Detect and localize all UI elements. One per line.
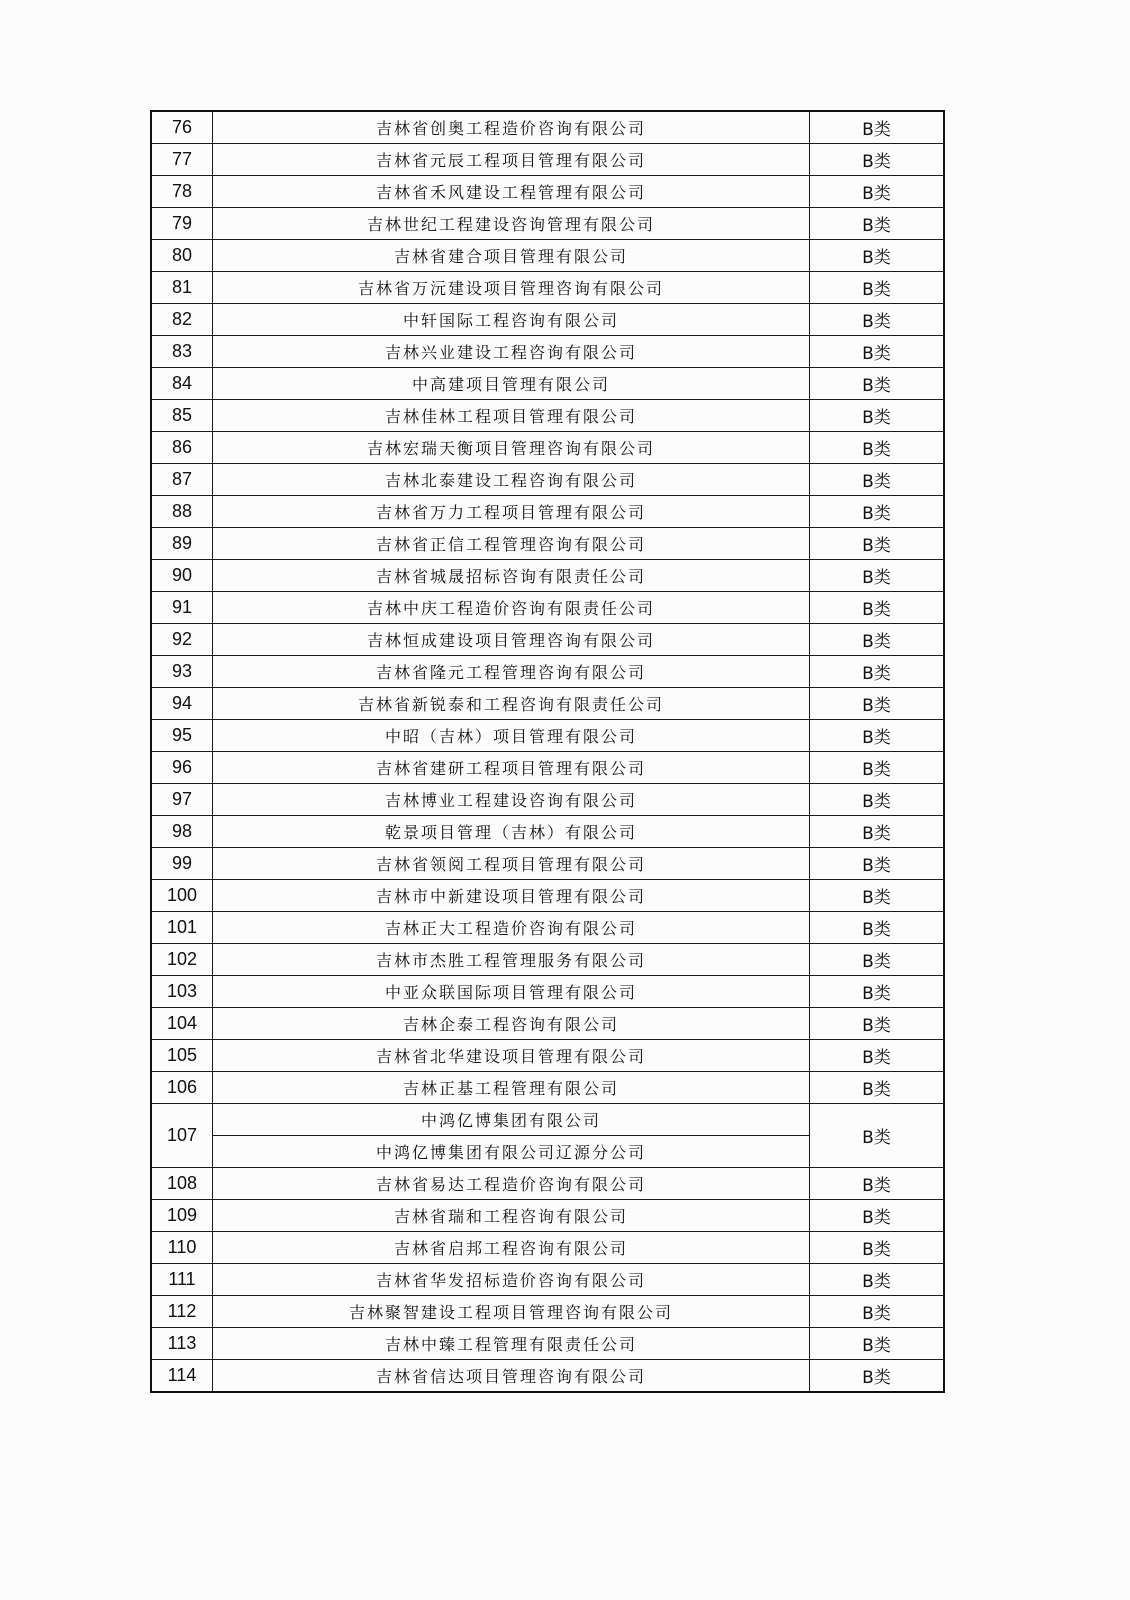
table-row bbox=[151, 304, 944, 336]
row-number: 78 bbox=[151, 176, 213, 208]
company-name: 中轩国际工程咨询有限公司 bbox=[213, 304, 810, 336]
category-cell: B类 bbox=[810, 464, 945, 496]
company-name: 乾景项目管理（吉林）有限公司 bbox=[213, 816, 810, 848]
company-name: 吉林省隆元工程管理咨询有限公司 bbox=[213, 656, 810, 688]
row-number: 82 bbox=[151, 304, 213, 336]
category-cell: B类 bbox=[810, 784, 945, 816]
company-name: 吉林市杰胜工程管理服务有限公司 bbox=[213, 944, 810, 976]
row-number: 83 bbox=[151, 336, 213, 368]
table-row bbox=[151, 1104, 944, 1136]
table-row bbox=[151, 1360, 944, 1393]
category-cell: B类 bbox=[810, 720, 945, 752]
category-cell: B类 bbox=[810, 624, 945, 656]
category-cell: B类 bbox=[810, 1264, 945, 1296]
category-cell: B类 bbox=[810, 432, 945, 464]
row-number: 103 bbox=[151, 976, 213, 1008]
row-number: 97 bbox=[151, 784, 213, 816]
category-cell: B类 bbox=[810, 1072, 945, 1104]
row-number: 80 bbox=[151, 240, 213, 272]
company-name: 中鸿亿博集团有限公司 bbox=[213, 1104, 810, 1136]
company-name: 吉林博业工程建设咨询有限公司 bbox=[213, 784, 810, 816]
company-name: 吉林省领阅工程项目管理有限公司 bbox=[213, 848, 810, 880]
table-row bbox=[151, 496, 944, 528]
table-row bbox=[151, 1200, 944, 1232]
table-row bbox=[151, 111, 944, 144]
category-cell: B类 bbox=[810, 1200, 945, 1232]
table-row bbox=[151, 464, 944, 496]
category-cell: B类 bbox=[810, 1168, 945, 1200]
table-row bbox=[151, 432, 944, 464]
company-name: 吉林聚智建设工程项目管理咨询有限公司 bbox=[213, 1296, 810, 1328]
company-name: 吉林正大工程造价咨询有限公司 bbox=[213, 912, 810, 944]
table-row bbox=[151, 272, 944, 304]
table-row bbox=[151, 1296, 944, 1328]
category-cell: B类 bbox=[810, 240, 945, 272]
row-number: 93 bbox=[151, 656, 213, 688]
table-row bbox=[151, 1328, 944, 1360]
category-cell: B类 bbox=[810, 816, 945, 848]
table-row bbox=[151, 784, 944, 816]
table-row bbox=[151, 400, 944, 432]
company-name: 吉林省信达项目管理咨询有限公司 bbox=[213, 1360, 810, 1393]
table-row bbox=[151, 848, 944, 880]
table-row bbox=[151, 208, 944, 240]
category-cell: B类 bbox=[810, 304, 945, 336]
table-row bbox=[151, 528, 944, 560]
row-number: 102 bbox=[151, 944, 213, 976]
company-name: 吉林省瑞和工程咨询有限公司 bbox=[213, 1200, 810, 1232]
table-row bbox=[151, 656, 944, 688]
row-number: 95 bbox=[151, 720, 213, 752]
row-number: 85 bbox=[151, 400, 213, 432]
row-number: 76 bbox=[151, 111, 213, 144]
company-name: 吉林省禾风建设工程管理有限公司 bbox=[213, 176, 810, 208]
category-cell: B类 bbox=[810, 336, 945, 368]
row-number: 87 bbox=[151, 464, 213, 496]
table-row bbox=[151, 592, 944, 624]
category-cell: B类 bbox=[810, 111, 945, 144]
row-number: 100 bbox=[151, 880, 213, 912]
company-name: 吉林佳林工程项目管理有限公司 bbox=[213, 400, 810, 432]
category-cell: B类 bbox=[810, 912, 945, 944]
company-name: 吉林兴业建设工程咨询有限公司 bbox=[213, 336, 810, 368]
company-name: 吉林市中新建设项目管理有限公司 bbox=[213, 880, 810, 912]
row-number: 92 bbox=[151, 624, 213, 656]
row-number: 98 bbox=[151, 816, 213, 848]
company-name: 吉林省万沅建设项目管理咨询有限公司 bbox=[213, 272, 810, 304]
category-cell: B类 bbox=[810, 1008, 945, 1040]
row-number: 84 bbox=[151, 368, 213, 400]
table-row bbox=[151, 688, 944, 720]
category-cell: B类 bbox=[810, 208, 945, 240]
row-number: 81 bbox=[151, 272, 213, 304]
row-number: 101 bbox=[151, 912, 213, 944]
category-cell: B类 bbox=[810, 944, 945, 976]
company-name: 吉林世纪工程建设咨询管理有限公司 bbox=[213, 208, 810, 240]
table-row bbox=[151, 336, 944, 368]
category-cell: B类 bbox=[810, 1328, 945, 1360]
category-cell: B类 bbox=[810, 400, 945, 432]
company-name: 中昭（吉林）项目管理有限公司 bbox=[213, 720, 810, 752]
row-number: 91 bbox=[151, 592, 213, 624]
table-row bbox=[151, 144, 944, 176]
table-row bbox=[151, 912, 944, 944]
category-cell: B类 bbox=[810, 1296, 945, 1328]
category-cell: B类 bbox=[810, 560, 945, 592]
row-number: 96 bbox=[151, 752, 213, 784]
company-name: 吉林省建研工程项目管理有限公司 bbox=[213, 752, 810, 784]
category-cell: B类 bbox=[810, 1360, 945, 1393]
category-cell: B类 bbox=[810, 656, 945, 688]
company-name: 吉林省万力工程项目管理有限公司 bbox=[213, 496, 810, 528]
company-name: 吉林省北华建设项目管理有限公司 bbox=[213, 1040, 810, 1072]
table-row bbox=[151, 1264, 944, 1296]
row-number: 111 bbox=[151, 1264, 213, 1296]
company-name: 吉林省华发招标造价咨询有限公司 bbox=[213, 1264, 810, 1296]
company-name: 吉林正基工程管理有限公司 bbox=[213, 1072, 810, 1104]
company-name: 中亚众联国际项目管理有限公司 bbox=[213, 976, 810, 1008]
category-cell: B类 bbox=[810, 976, 945, 1008]
table-row bbox=[151, 368, 944, 400]
row-number: 107 bbox=[151, 1104, 213, 1168]
table-row bbox=[151, 1072, 944, 1104]
company-name: 吉林中臻工程管理有限责任公司 bbox=[213, 1328, 810, 1360]
company-name: 吉林省启邦工程咨询有限公司 bbox=[213, 1232, 810, 1264]
row-number: 105 bbox=[151, 1040, 213, 1072]
table-row bbox=[151, 944, 944, 976]
table-row bbox=[151, 560, 944, 592]
row-number: 109 bbox=[151, 1200, 213, 1232]
company-name: 吉林恒成建设项目管理咨询有限公司 bbox=[213, 624, 810, 656]
row-number: 79 bbox=[151, 208, 213, 240]
company-name: 吉林中庆工程造价咨询有限责任公司 bbox=[213, 592, 810, 624]
table-row bbox=[151, 1168, 944, 1200]
row-number: 94 bbox=[151, 688, 213, 720]
company-name: 吉林省正信工程管理咨询有限公司 bbox=[213, 528, 810, 560]
category-cell: B类 bbox=[810, 1104, 945, 1168]
company-name: 中高建项目管理有限公司 bbox=[213, 368, 810, 400]
category-cell: B类 bbox=[810, 368, 945, 400]
company-name: 中鸿亿博集团有限公司辽源分公司 bbox=[213, 1136, 810, 1168]
table-row bbox=[151, 1040, 944, 1072]
row-number: 112 bbox=[151, 1296, 213, 1328]
category-cell: B类 bbox=[810, 848, 945, 880]
company-name: 吉林省元辰工程项目管理有限公司 bbox=[213, 144, 810, 176]
row-number: 106 bbox=[151, 1072, 213, 1104]
company-name: 吉林省易达工程造价咨询有限公司 bbox=[213, 1168, 810, 1200]
row-number: 77 bbox=[151, 144, 213, 176]
table-row bbox=[151, 816, 944, 848]
table-row bbox=[151, 624, 944, 656]
row-number: 110 bbox=[151, 1232, 213, 1264]
category-cell: B类 bbox=[810, 1232, 945, 1264]
category-cell: B类 bbox=[810, 272, 945, 304]
category-cell: B类 bbox=[810, 176, 945, 208]
company-name: 吉林省建合项目管理有限公司 bbox=[213, 240, 810, 272]
category-cell: B类 bbox=[810, 880, 945, 912]
category-cell: B类 bbox=[810, 752, 945, 784]
category-cell: B类 bbox=[810, 144, 945, 176]
row-number: 99 bbox=[151, 848, 213, 880]
company-table bbox=[150, 110, 945, 1393]
category-cell: B类 bbox=[810, 528, 945, 560]
table-row bbox=[151, 976, 944, 1008]
company-name: 吉林企泰工程咨询有限公司 bbox=[213, 1008, 810, 1040]
table-row bbox=[151, 752, 944, 784]
category-cell: B类 bbox=[810, 496, 945, 528]
category-cell: B类 bbox=[810, 688, 945, 720]
row-number: 104 bbox=[151, 1008, 213, 1040]
row-number: 90 bbox=[151, 560, 213, 592]
table-row bbox=[151, 720, 944, 752]
table-row bbox=[151, 176, 944, 208]
row-number: 114 bbox=[151, 1360, 213, 1393]
category-cell: B类 bbox=[810, 592, 945, 624]
table-row bbox=[151, 1232, 944, 1264]
table-row bbox=[151, 240, 944, 272]
row-number: 86 bbox=[151, 432, 213, 464]
row-number: 108 bbox=[151, 1168, 213, 1200]
company-name: 吉林宏瑞天衡项目管理咨询有限公司 bbox=[213, 432, 810, 464]
company-name: 吉林省城晟招标咨询有限责任公司 bbox=[213, 560, 810, 592]
company-name: 吉林省新锐泰和工程咨询有限责任公司 bbox=[213, 688, 810, 720]
table-row bbox=[151, 880, 944, 912]
category-cell: B类 bbox=[810, 1040, 945, 1072]
company-name: 吉林省创奥工程造价咨询有限公司 bbox=[213, 111, 810, 144]
table-row bbox=[151, 1008, 944, 1040]
company-name: 吉林北泰建设工程咨询有限公司 bbox=[213, 464, 810, 496]
row-number: 88 bbox=[151, 496, 213, 528]
company-table-body bbox=[151, 111, 944, 1392]
row-number: 113 bbox=[151, 1328, 213, 1360]
row-number: 89 bbox=[151, 528, 213, 560]
